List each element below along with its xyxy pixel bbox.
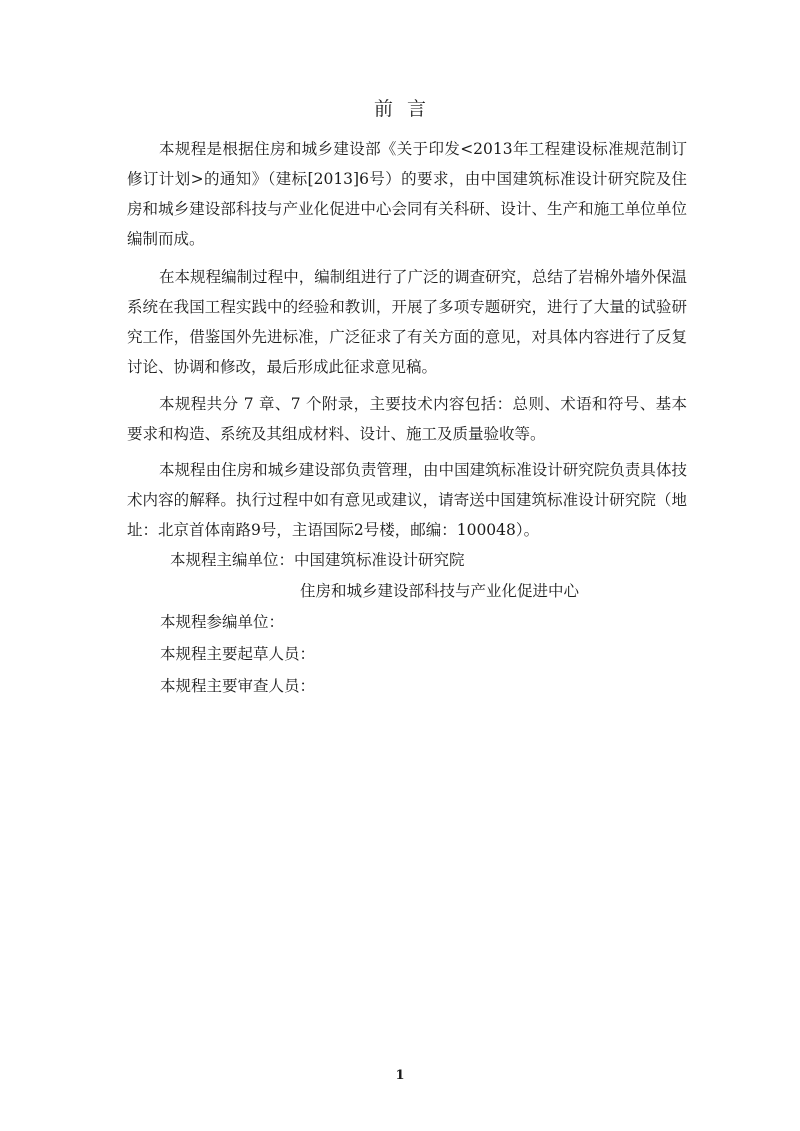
page-number: 1 [395,1068,405,1083]
page-title: 前言 [373,98,440,120]
reviewers-line: 本规程主要审查人员： [160,677,316,695]
participants-line: 本规程参编单位： [160,613,285,631]
paragraph-management: 本规程由住房和城乡建设部负责管理，由中国建筑标准设计研究院负责具体技术内容的解释。执行过程中如有意见或建议，请寄送中国建筑标准设计研究院（地址：北京首体南路9号，主语国际2号楼，邮编：100048）。 [127,461,687,539]
drafters-line: 本规程主要起草人员： [160,645,316,663]
paragraph-origin: 本规程是根据住房和城乡建设部《关于印发<2013年工程建设标准规范制订修订计划>的通知》（建标[2013]6号）的要求，由中国建筑标准设计研究院及住房和城乡建设部科技与产业化促进中心会同有关科研、设计、生产和施工单位单位编制而成。 [127,140,687,248]
chief-editor-second-line: 住房和城乡建设部科技与产业化促进中心 [300,582,580,600]
paragraph-contents: 本规程共分 7 章、7 个附录，主要技术内容包括：总则、术语和符号、基本要求和构造、系统及其组成材料、设计、施工及质量验收等。 [127,395,687,443]
chief-editor-line: 本规程主编单位：中国建筑标准设计研究院 [170,551,465,569]
paragraph-process: 在本规程编制过程中，编制组进行了广泛的调查研究，总结了岩棉外墙外保温系统在我国工程实践中的经验和教训，开展了多项专题研究，进行了大量的试验研究工作，借鉴国外先进标准，广泛征求了有关方面的意见，对具体内容进行了反复讨论、协调和修改，最后形成此征求意见稿。 [127,268,687,376]
